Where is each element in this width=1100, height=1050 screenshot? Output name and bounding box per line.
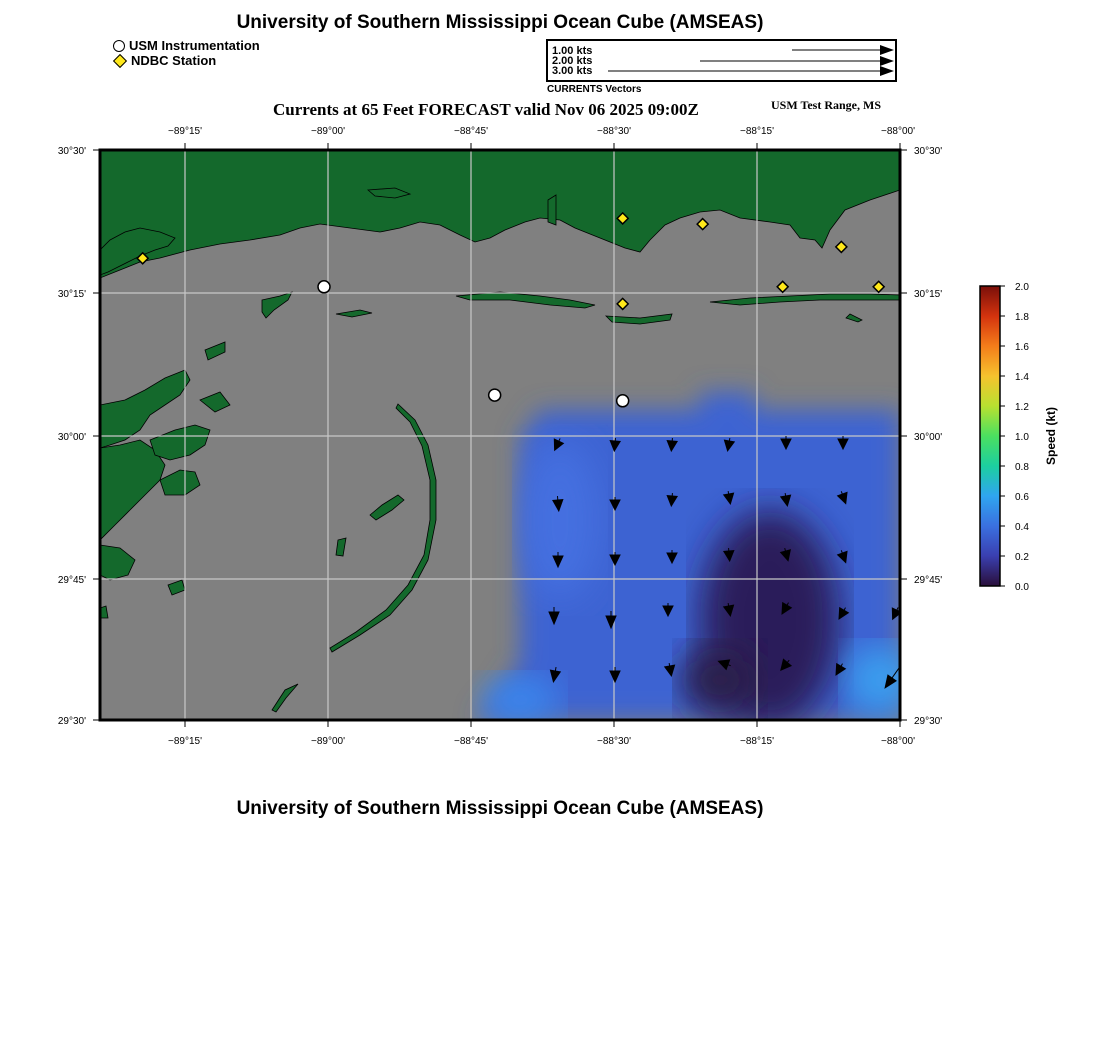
legend-usm-label: USM Instrumentation — [129, 38, 260, 53]
lat-tick-label: 29°30' — [914, 716, 943, 727]
colorbar-tick-label: 0.4 — [1015, 522, 1029, 533]
lon-tick-label: −88°45' — [454, 736, 488, 747]
colorbar-tick-label: 0.2 — [1015, 552, 1029, 563]
forecast-subtitle: Currents at 65 Feet FORECAST valid Nov 06 2025 09:00Z — [273, 100, 699, 119]
footer-title: University of Southern Mississippi Ocean Cube (AMSEAS) — [236, 798, 764, 819]
map-title: University of Southern Mississippi Ocean Cube (AMSEAS) — [236, 12, 764, 33]
colorbar-tick-label: 0.6 — [1015, 492, 1029, 503]
vector-key-label: 3.00 kts — [552, 65, 593, 77]
usm-station-marker — [617, 395, 629, 407]
legend-ndbc-label: NDBC Station — [131, 53, 217, 68]
colorbar-tick-label: 2.0 — [1015, 282, 1029, 293]
lon-tick-label: −88°00' — [881, 126, 915, 137]
lat-tick-label: 30°15' — [57, 289, 86, 300]
lat-tick-label: 29°45' — [57, 575, 86, 586]
vector-key-label: 2.00 kts — [552, 55, 593, 67]
vector-key-label: 1.00 kts — [552, 45, 593, 57]
vector-key-caption: CURRENTS Vectors — [547, 84, 642, 95]
lon-tick-label: −89°00' — [311, 126, 345, 137]
lon-tick-label: −89°00' — [311, 736, 345, 747]
lat-tick-label: 29°30' — [57, 716, 86, 727]
lon-tick-label: −88°30' — [597, 736, 631, 747]
lon-labels-bottom — [168, 736, 915, 747]
colorbar-tick-label: 1.6 — [1015, 342, 1029, 353]
colorbar-tick-label: 0.0 — [1015, 582, 1029, 593]
lat-tick-label: 30°30' — [914, 146, 943, 157]
region-label: USM Test Range, MS — [771, 98, 882, 112]
speed-colorbar — [980, 282, 1058, 593]
lat-tick-label: 30°15' — [914, 289, 943, 300]
lon-tick-label: −88°00' — [881, 736, 915, 747]
colorbar-tick-label: 1.2 — [1015, 402, 1029, 413]
lon-labels-top — [168, 126, 915, 137]
speed-field — [475, 392, 915, 730]
lon-tick-label: −88°15' — [740, 126, 774, 137]
lat-labels-right — [914, 146, 942, 727]
lon-tick-label: −88°45' — [454, 126, 488, 137]
usm-station-marker — [318, 281, 330, 293]
colorbar-tick-label: 0.8 — [1015, 462, 1029, 473]
lat-tick-label: 29°45' — [914, 575, 943, 586]
colorbar-tick-label: 1.8 — [1015, 312, 1029, 323]
colorbar-tick-label: 1.4 — [1015, 372, 1029, 383]
lon-tick-label: −88°30' — [597, 126, 631, 137]
colorbar-ramp — [980, 286, 1000, 586]
lon-tick-label: −89°15' — [168, 736, 202, 747]
lat-tick-label: 30°00' — [914, 432, 943, 443]
lat-tick-label: 30°30' — [57, 146, 86, 157]
usm-station-marker — [489, 389, 501, 401]
lat-labels-left — [58, 146, 86, 727]
colorbar-label: Speed (kt) — [1044, 406, 1058, 466]
lat-tick-label: 30°00' — [57, 432, 86, 443]
lon-tick-label: −89°15' — [168, 126, 202, 137]
lon-tick-label: −88°15' — [740, 736, 774, 747]
colorbar-tick-label: 1.0 — [1015, 432, 1029, 443]
